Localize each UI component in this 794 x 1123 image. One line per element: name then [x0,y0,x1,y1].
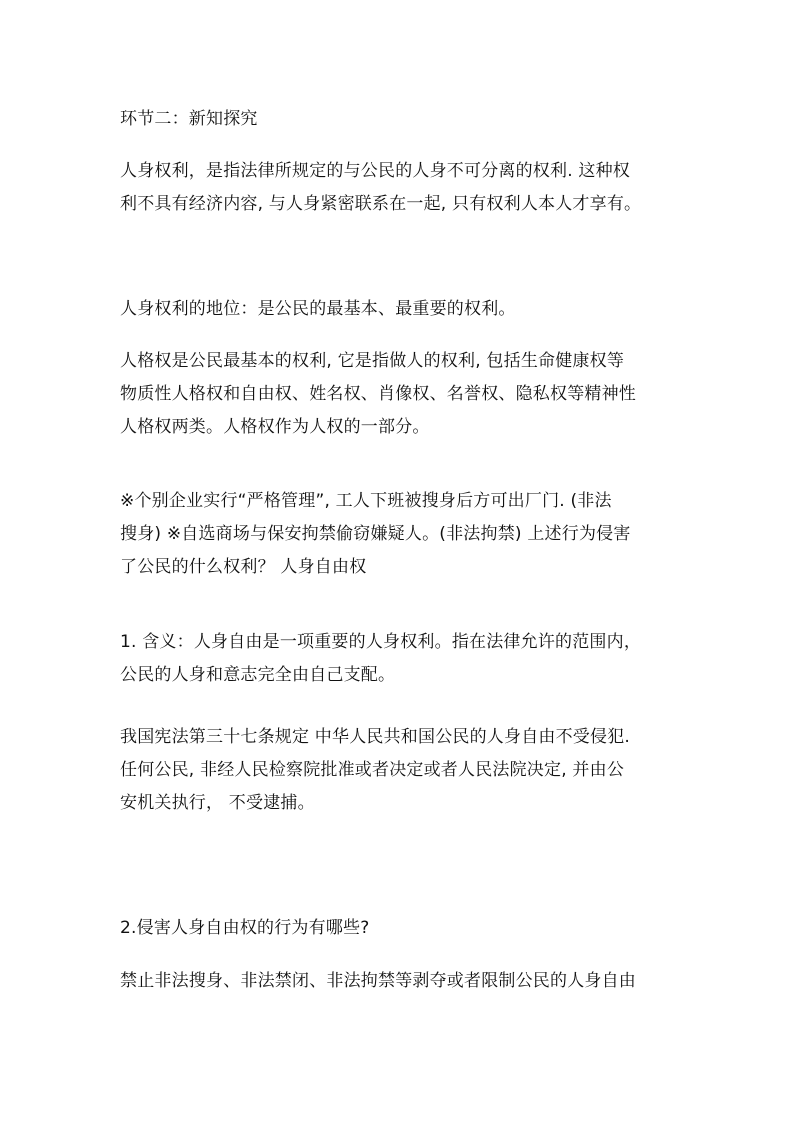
paragraph-constitution-article [120,721,686,820]
paragraph-line: 人格权两类。人格权作为人权的一部分。 [120,417,430,437]
paragraph-line: 我国宪法第三十七条规定 中华人民共和国公民的人身自由不受侵犯. [120,727,631,747]
paragraph-line: 人格权是公民最基本的权利, 它是指做人的权利, 包括生命健康权等 [120,351,625,371]
section-heading [120,103,686,136]
paragraph-personal-rights-definition [120,155,686,221]
paragraph-meaning [120,626,686,692]
paragraph-line: 搜身) ※自选商场与保安拘禁偷窃嫌疑人。(非法拘禁) 上述行为侵害 [120,524,631,544]
paragraph-case-examples [120,485,686,584]
section-heading-text: 环节二：新知探究 [120,109,258,129]
paragraph-line: 了公民的什么权利？ 人身自由权 [120,557,367,577]
paragraph-personal-rights-status [120,293,686,326]
paragraph-line: 利不具有经济内容, 与人身紧密联系在一起, 只有权利人本人才享有。 [120,194,642,214]
paragraph-line: 任何公民, 非经人民检察院批准或者决定或者人民法院决定, 并由公 [120,760,625,780]
paragraph-line: 1. 含义：人身自由是一项重要的人身权利。指在法律允许的范围内， [120,632,642,652]
paragraph-personality-rights [120,345,686,444]
paragraph-line: 2.侵害人身自由权的行为有哪些? [120,918,370,938]
paragraph-line: 人身权利的地位：是公民的最基本、最重要的权利。 [120,299,516,319]
paragraph-line: 人身权利，是指法律所规定的与公民的人身不可分离的权利. 这种权 [120,161,631,181]
paragraph-line: 物质性人格权和自由权、姓名权、肖像权、名誉权、隐私权等精神性 [120,384,636,404]
paragraph-line: ※个别企业实行“严格管理”, 工人下班被搜身后方可出厂门. (非法 [120,491,612,511]
paragraph-line: 安机关执行， 不受逮捕。 [120,793,315,813]
paragraph-prohibitions [120,965,686,998]
paragraph-line: 禁止非法搜身、非法禁闭、非法拘禁等剥夺或者限制公民的人身自由 [120,971,636,991]
paragraph-line: 公民的人身和意志完全由自己支配。 [120,665,396,685]
paragraph-question-violations [120,912,686,945]
